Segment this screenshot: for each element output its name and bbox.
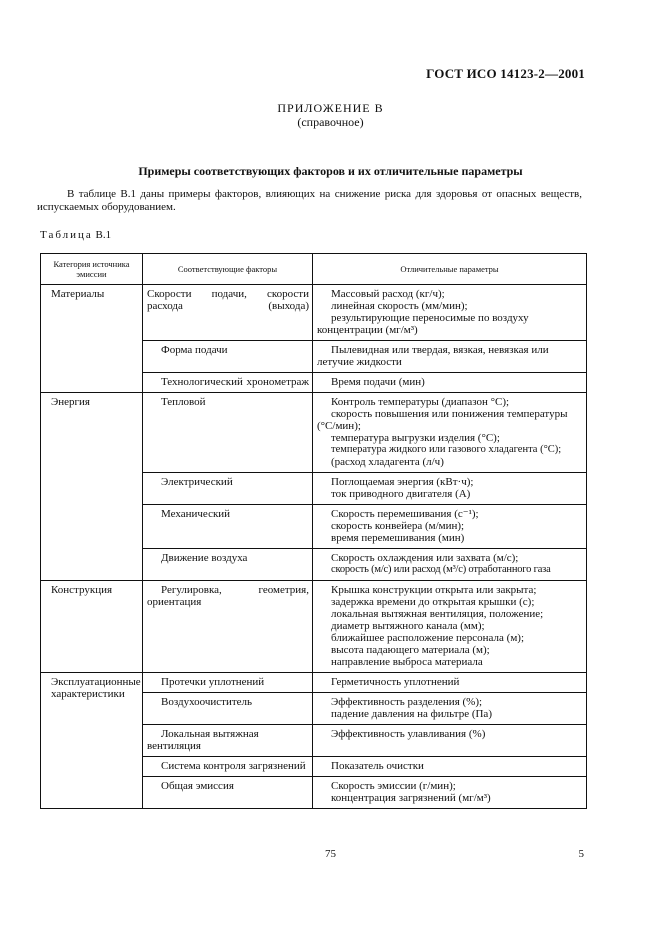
param-line: локальная вытяжная вентиляция, положение; <box>331 608 544 620</box>
param-line: Массовый расход (кг/ч); <box>331 288 445 300</box>
factor-cell: Протечки уплотнений <box>143 673 313 692</box>
param-line: Эффективность разделения (%); <box>331 696 483 708</box>
table-row <box>143 393 586 473</box>
param-line: скорость конвейера (м/мин); <box>331 520 465 532</box>
table-row <box>143 673 586 693</box>
factor-cell: Регулировка, геометрия, ориентация <box>143 581 313 672</box>
table-row <box>143 757 586 777</box>
table-row <box>143 777 586 808</box>
params-cell: Время подачи (мин) <box>331 376 425 388</box>
param-line: температура выгрузки изделия (°С); <box>331 432 500 444</box>
document-id: ГОСТ ИСО 14123-2—2001 <box>426 66 585 81</box>
params-cell <box>313 581 586 672</box>
param-line: высота падающего материала (м); <box>331 644 490 656</box>
param-line: температура жидкого или газового хладагента (°С); <box>331 444 562 455</box>
param-line: Скорость охлаждения или захвата (м/с); <box>331 552 519 564</box>
factor-cell: Тепловой <box>143 393 313 472</box>
page-number: 75 <box>325 848 336 860</box>
table-row <box>143 549 586 580</box>
table-caption-prefix: Таблица <box>40 229 93 241</box>
table-caption <box>40 229 111 241</box>
category-cell: Энергия <box>41 393 143 580</box>
category-cell: Материалы <box>41 285 143 392</box>
header-factors: Соответствующие факторы <box>143 254 313 284</box>
param-line: скорость повышения или понижения температуры (°С/мин); <box>317 408 568 432</box>
param-line: результирующие переносимые по воздуху концентрации (мг/м³) <box>317 312 529 336</box>
table-row <box>143 373 586 392</box>
param-line: падение давления на фильтре (Па) <box>331 708 492 720</box>
factor-cell: Скорости подачи, скорости расхода (выхода) <box>143 285 313 340</box>
param-line: диаметр вытяжного канала (мм); <box>331 620 485 632</box>
annex-subtitle: (справочное) <box>297 115 364 129</box>
category-cell: Конструкция <box>41 581 143 672</box>
param-line: время перемешивания (мин) <box>331 532 465 544</box>
category-cell: Эксплуатационные характеристики <box>41 673 143 808</box>
table-row <box>143 473 586 505</box>
factors-table <box>40 253 587 809</box>
param-line: Скорость эмиссии (г/мин); <box>331 780 456 792</box>
param-line: (расход хладагента (л/ч) <box>331 456 444 468</box>
table-header <box>41 254 586 285</box>
factor-cell: Движение воздуха <box>143 549 313 580</box>
params-cell <box>313 393 586 472</box>
table-group <box>41 673 586 808</box>
intro-paragraph: В таблице В.1 даны примеры факторов, влияющих на снижение риска для здоровья от опасных веществ, испускаемых оборудованием. <box>37 188 582 213</box>
annex-title: ПРИЛОЖЕНИЕ В <box>277 101 384 115</box>
table-row <box>143 285 586 341</box>
params-cell: Пылевидная или твердая, вязкая, невязкая или летучие жидкости <box>317 344 549 368</box>
section-heading: Примеры соответствующих факторов и их отличительные параметры <box>138 164 523 178</box>
table-group <box>41 393 586 581</box>
param-line: Поглощаемая энергия (кВт·ч); <box>331 476 474 488</box>
annex-header <box>0 101 661 129</box>
table-group <box>41 285 586 393</box>
table-row <box>143 581 586 672</box>
factor-cell: Электрический <box>143 473 313 504</box>
factor-cell: Система контроля загрязнений <box>143 757 313 776</box>
factor-cell: Локальная вытяжная вентиляция <box>143 725 313 756</box>
factor-cell: Механический <box>143 505 313 548</box>
params-cell: Эффективность улавливания (%) <box>331 728 486 740</box>
table-row <box>143 505 586 549</box>
factor-cell: Форма подачи <box>143 341 313 372</box>
param-line: скорость (м/с) или расход (м³/с) отработанного газа <box>331 564 551 575</box>
param-line: направление выброса материала <box>331 656 483 668</box>
params-cell <box>313 473 586 504</box>
factor-cell: Технологический хронометраж <box>143 373 313 392</box>
param-line: Крышка конструкции открыта или закрыта; <box>331 584 537 596</box>
table-caption-number: В.1 <box>95 229 112 241</box>
header-category: Категория источника эмиссии <box>41 254 143 284</box>
table-row <box>143 341 586 373</box>
factor-cell: Общая эмиссия <box>143 777 313 808</box>
param-line: Контроль температуры (диапазон °С); <box>331 396 510 408</box>
params-cell: Показатель очистки <box>331 760 424 772</box>
param-line: линейная скорость (мм/мин); <box>331 300 468 312</box>
param-line: концентрация загрязнений (мг/м³) <box>331 792 491 804</box>
params-cell <box>313 505 586 548</box>
table-group <box>41 581 586 673</box>
params-cell: Герметичность уплотнений <box>331 676 460 688</box>
table-row <box>143 693 586 725</box>
param-line: задержка времени до открытая крышки (с); <box>331 596 535 608</box>
factor-cell: Воздухоочиститель <box>143 693 313 724</box>
params-cell <box>313 777 586 808</box>
sheet-number: 5 <box>578 848 584 860</box>
params-cell <box>313 285 586 340</box>
param-line: ток приводного двигателя (А) <box>331 488 471 500</box>
params-cell <box>313 549 586 580</box>
param-line: Скорость перемешивания (с⁻¹); <box>331 508 479 520</box>
table-row <box>143 725 586 757</box>
header-parameters: Отличительные параметры <box>400 264 499 274</box>
params-cell <box>313 693 586 724</box>
param-line: ближайшее расположение персонала (м); <box>331 632 524 644</box>
